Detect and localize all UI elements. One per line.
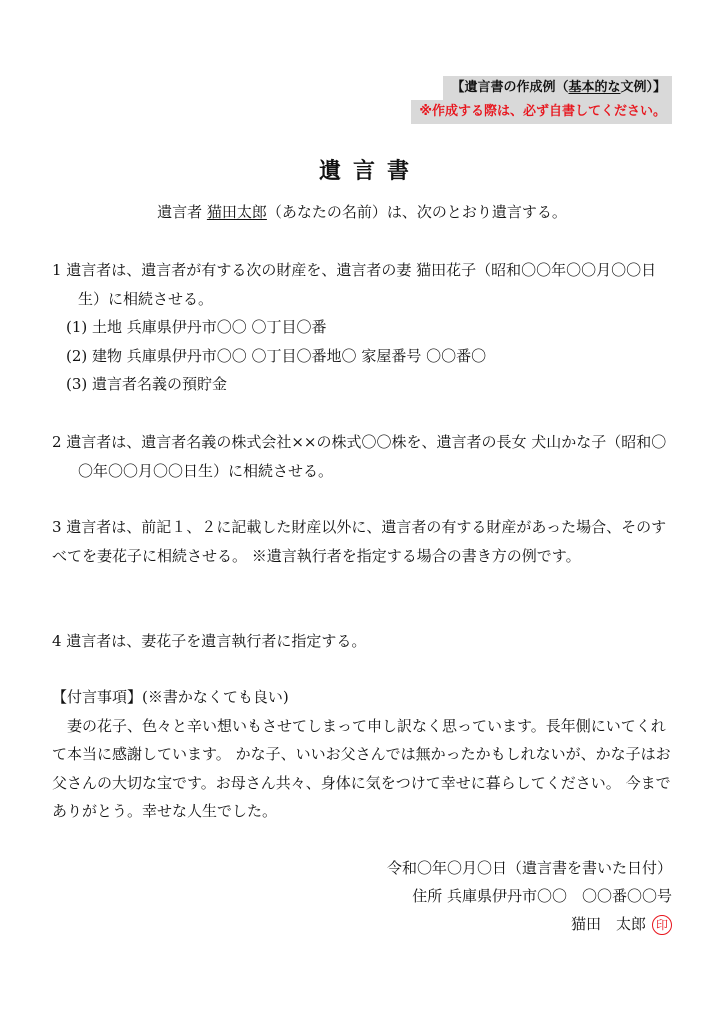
notice-title-prefix: 【遺言書の作成例（: [451, 80, 569, 95]
clause-3-text: 3 遺言者は、前記１、２に記載した財産以外に、遺言者の有する財産があった場合、そのすべてを妻花子に相続させる。 ※遺言執行者を指定する場合の書き方の例です。: [52, 518, 667, 565]
asset-item-3: (3) 遺言者名義の預貯金: [66, 375, 228, 393]
signature-name: 猫田 太郎: [570, 915, 646, 933]
notice-title: [443, 76, 672, 100]
signature-name-line: [387, 910, 672, 938]
clause-2-text: 2 遺言者は、遺言者名義の株式会社××の株式〇〇株を、遺言者の長女 犬山かな子（昭和〇〇年〇〇月〇〇日生）に相続させる。: [52, 433, 667, 480]
testator-name: 猫田太郎: [206, 203, 267, 221]
supplement-heading: 【付言事項】(※書かなくても良い): [52, 688, 289, 706]
clause-4-text: 4 遺言者は、妻花子を遺言執行者に指定する。: [52, 632, 367, 650]
asset-item-2: (2) 建物 兵庫県伊丹市〇〇 〇丁目〇番地〇 家屋番号 〇〇番〇: [66, 346, 487, 365]
notice-warning: ※作成する際は、必ず自書してください。: [411, 100, 672, 124]
intro-line: [0, 201, 724, 223]
intro-prefix: 遺言者: [157, 203, 207, 221]
intro-suffix: （あなたの名前）は、次のとおり遺言する。: [266, 203, 567, 221]
clause-1: [52, 256, 678, 399]
notice-title-underlined: 基本的な: [568, 80, 621, 95]
supplement-section: [52, 683, 678, 826]
document-title: 遺言書: [318, 159, 421, 184]
seal-stamp-icon: 印: [652, 915, 672, 935]
clause-3: [52, 513, 678, 570]
supplement-body: 妻の花子、色々と辛い想いもさせてしまって申し訳なく思っています。長年側にいてくれて本当に感謝しています。 かな子、いいお父さんでは無かったかもしれないが、かな子はお父さんの大切な宝です。お母さん共々、身体に気をつけて幸せに暮らしてください。 今までありがとう。幸せな人生でした。: [52, 716, 671, 820]
signature-address: 住所 兵庫県伊丹市〇〇 〇〇番〇〇号: [412, 887, 672, 905]
notice-title-suffix: 文例）】: [620, 80, 666, 95]
clause-4: [52, 627, 678, 656]
clause-2: [52, 428, 678, 485]
clause-1-text: 1 遺言者は、遺言者が有する次の財産を、遺言者の妻 猫田花子（昭和〇〇年〇〇月〇〇日生）に相続させる。: [52, 261, 657, 308]
signature-block: [387, 854, 672, 938]
asset-item-1: (1) 土地 兵庫県伊丹市〇〇 〇丁目〇番: [66, 318, 327, 336]
notice-box: [411, 76, 672, 124]
signature-date: 令和〇年〇月〇日（遺言書を書いた日付）: [386, 859, 672, 877]
